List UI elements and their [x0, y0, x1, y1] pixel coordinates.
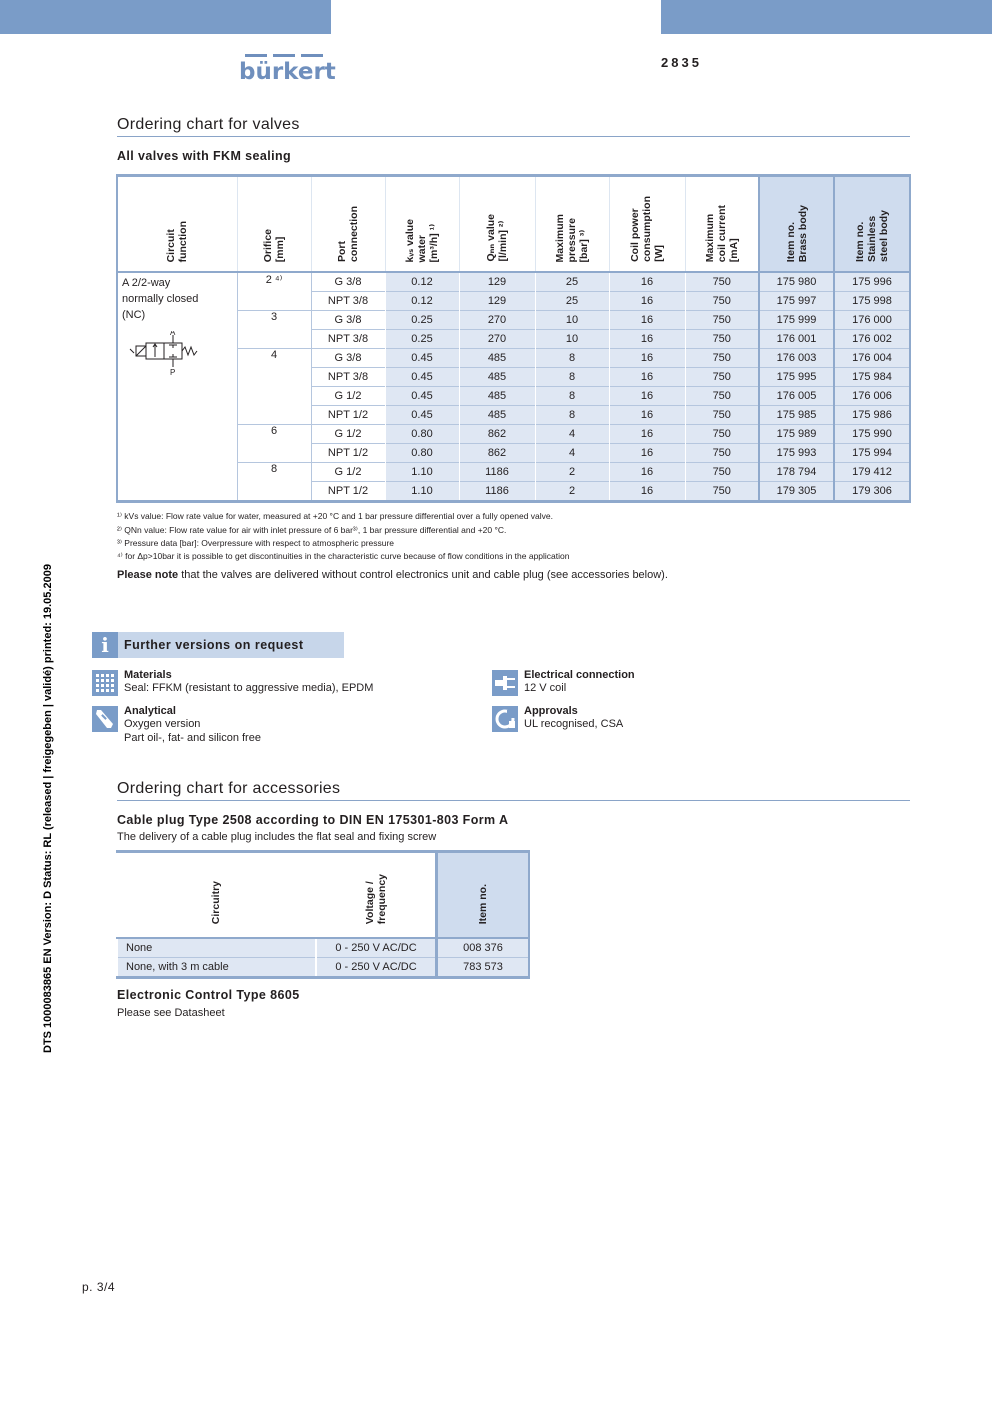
further-versions-label: Further versions on request — [124, 638, 304, 652]
note-bold: Please note — [117, 569, 179, 581]
electronic-control-description: Please see Datasheet — [117, 1007, 225, 1019]
table-cell: 175 998 — [834, 292, 910, 311]
table-cell: NPT 1/2 — [311, 444, 385, 463]
footnote: ⁴⁾ for Δp>10bar it is possible to get discontinuities in the characteristic curve because of flow conditions in the application — [117, 551, 570, 561]
table-cell: 1.10 — [385, 482, 459, 502]
table-cell: 0.45 — [385, 349, 459, 368]
column-header: Circuitry — [117, 852, 316, 939]
table-cell: NPT 1/2 — [311, 406, 385, 425]
table-cell: 750 — [685, 425, 759, 444]
table-cell: 16 — [609, 330, 685, 349]
analytical-title: Analytical — [124, 705, 176, 717]
logo-bar — [273, 54, 295, 57]
valve-circuit-symbol — [122, 331, 202, 377]
electrical-connection-text: 12 V coil — [524, 682, 567, 694]
table-cell: 16 — [609, 368, 685, 387]
burkert-logo — [239, 54, 336, 85]
table-cell: 0 - 250 V AC/DC — [316, 958, 437, 978]
table-cell: 175 989 — [759, 425, 834, 444]
column-header: kᵥₛ value water [m³/h] ¹⁾ — [385, 176, 459, 273]
table-header-row — [117, 852, 529, 939]
table-cell: 175 997 — [759, 292, 834, 311]
table-cell: 176 004 — [834, 349, 910, 368]
table-cell: 0.12 — [385, 292, 459, 311]
materials-text: Seal: FFKM (resistant to aggressive media), EPDM — [124, 682, 374, 694]
table-cell: 176 000 — [834, 311, 910, 330]
orifice-cell: 8 — [237, 463, 311, 502]
table-cell: NPT 3/8 — [311, 292, 385, 311]
symbol-label-p: P — [170, 368, 176, 377]
table-cell: 16 — [609, 349, 685, 368]
table-cell: 750 — [685, 444, 759, 463]
table-cell: 1.10 — [385, 463, 459, 482]
logo-bar — [245, 54, 267, 57]
table-cell: G 3/8 — [311, 349, 385, 368]
table-cell: None, with 3 m cable — [117, 958, 316, 978]
table-cell: 179 412 — [834, 463, 910, 482]
column-header: Voltage / frequency — [316, 852, 437, 939]
table-cell: 176 005 — [759, 387, 834, 406]
table-cell: 1186 — [459, 482, 535, 502]
table-cell: 175 995 — [759, 368, 834, 387]
table-cell: 16 — [609, 387, 685, 406]
table-cell: 175 999 — [759, 311, 834, 330]
orifice-cell: 4 — [237, 349, 311, 425]
table-cell: 0.80 — [385, 444, 459, 463]
table-cell: 750 — [685, 330, 759, 349]
delivery-note — [117, 569, 668, 581]
circuit-function-line: A 2/2-way — [122, 277, 171, 289]
table-cell: 0.12 — [385, 272, 459, 292]
section-rule — [117, 136, 910, 137]
column-header: Item no. Stainless steel body — [834, 176, 910, 273]
circuit-function-cell — [117, 272, 237, 502]
column-header: Maximum pressure [bar] ³⁾ — [535, 176, 609, 273]
column-header: Circuit function — [117, 176, 237, 273]
table-cell: 10 — [535, 311, 609, 330]
table-cell: 129 — [459, 292, 535, 311]
table-cell: NPT 3/8 — [311, 330, 385, 349]
electrical-connection-title: Electrical connection — [524, 669, 635, 681]
table-cell: 485 — [459, 349, 535, 368]
table-cell: 16 — [609, 406, 685, 425]
table-cell: 16 — [609, 425, 685, 444]
table-cell: 176 006 — [834, 387, 910, 406]
table-cell: 270 — [459, 311, 535, 330]
table-cell: 750 — [685, 406, 759, 425]
materials-icon — [92, 670, 118, 696]
table-cell: 179 306 — [834, 482, 910, 502]
page-number: p. 3/4 — [82, 1280, 116, 1294]
table-cell: 750 — [685, 311, 759, 330]
table-cell: 008 376 — [437, 938, 529, 958]
column-header: Qₙₙ value [l/min] ²⁾ — [459, 176, 535, 273]
table-row — [117, 958, 529, 978]
table-cell: 1186 — [459, 463, 535, 482]
table-cell: 485 — [459, 387, 535, 406]
table-cell: 0.45 — [385, 406, 459, 425]
table-cell: 175 986 — [834, 406, 910, 425]
table-cell: 25 — [535, 272, 609, 292]
table-cell: 16 — [609, 444, 685, 463]
table-cell: 750 — [685, 482, 759, 502]
column-header: Maximum coil current [mA] — [685, 176, 759, 273]
table-cell: 2 — [535, 463, 609, 482]
footnote: ³⁾ Pressure data [bar]: Overpressure with respect to atmospheric pressure — [117, 538, 395, 548]
analytical-text: Oxygen version — [124, 718, 201, 730]
table-cell: 750 — [685, 368, 759, 387]
column-header: Orifice [mm] — [237, 176, 311, 273]
table-cell: 783 573 — [437, 958, 529, 978]
orifice-cell: 6 — [237, 425, 311, 463]
cable-plug-description: The delivery of a cable plug includes the flat seal and fixing screw — [117, 831, 437, 843]
further-versions-banner — [92, 632, 344, 658]
table-cell: 750 — [685, 292, 759, 311]
table-cell: G 3/8 — [311, 311, 385, 330]
note-text: that the valves are delivered without control electronics unit and cable plug (see accessories below). — [178, 569, 668, 581]
table-cell: 8 — [535, 387, 609, 406]
table-cell: 485 — [459, 368, 535, 387]
table-cell: NPT 3/8 — [311, 368, 385, 387]
circuit-function-line: normally closed — [122, 293, 199, 305]
table-cell: 175 996 — [834, 272, 910, 292]
column-header: Item no. Brass body — [759, 176, 834, 273]
valves-subtitle: All valves with FKM sealing — [117, 149, 292, 163]
table-cell: G 1/2 — [311, 463, 385, 482]
approvals-icon — [492, 706, 518, 732]
table-cell: 8 — [535, 368, 609, 387]
electronic-control-title: Electronic Control Type 8605 — [117, 988, 300, 1002]
table-cell: G 3/8 — [311, 272, 385, 292]
type-number: 2835 — [661, 55, 702, 70]
table-cell: 0 - 250 V AC/DC — [316, 938, 437, 958]
materials-title: Materials — [124, 669, 172, 681]
table-cell: 4 — [535, 425, 609, 444]
table-cell: 16 — [609, 463, 685, 482]
table-cell: 750 — [685, 463, 759, 482]
table-cell: 176 001 — [759, 330, 834, 349]
section-rule — [117, 800, 910, 801]
footnote: ¹⁾ kVs value: Flow rate value for water, measured at +20 °C and 1 bar pressure differential over a fully opened valve. — [117, 511, 553, 521]
table-cell: 25 — [535, 292, 609, 311]
table-cell: 0.25 — [385, 311, 459, 330]
table-cell: 176 002 — [834, 330, 910, 349]
top-color-bar-right — [661, 0, 992, 34]
table-cell: 0.80 — [385, 425, 459, 444]
symbol-label-a: A — [170, 331, 176, 337]
footnote: ²⁾ QNn value: Flow rate value for air with inlet pressure of 6 bar³⁾, 1 bar pressure differential and +20 °C. — [117, 525, 507, 535]
approvals-title: Approvals — [524, 705, 578, 717]
table-cell: None — [117, 938, 316, 958]
table-cell: 4 — [535, 444, 609, 463]
table-row — [117, 272, 910, 292]
table-cell: 270 — [459, 330, 535, 349]
table-cell: 8 — [535, 406, 609, 425]
table-cell: 175 994 — [834, 444, 910, 463]
column-header: Item no. — [437, 852, 529, 939]
table-cell: 175 980 — [759, 272, 834, 292]
table-cell: 16 — [609, 311, 685, 330]
table-row — [117, 938, 529, 958]
brand-name: bürkert — [239, 59, 336, 85]
document-status-side-text: DTS 1000083865 EN Version: D Status: RL (released | freigegeben | validé) printed: 19.05.2009 — [42, 564, 54, 1053]
analytical-text: Part oil-, fat- and silicon free — [124, 732, 261, 744]
table-cell: 750 — [685, 349, 759, 368]
valves-section-title: Ordering chart for valves — [117, 116, 300, 133]
table-cell: NPT 1/2 — [311, 482, 385, 502]
table-cell: 750 — [685, 387, 759, 406]
column-header: Port connection — [311, 176, 385, 273]
cable-plug-title: Cable plug Type 2508 according to DIN EN 175301-803 Form A — [117, 813, 509, 827]
column-header: Coil power consumption [W] — [609, 176, 685, 273]
table-cell: 16 — [609, 292, 685, 311]
table-cell: 175 985 — [759, 406, 834, 425]
table-cell: 175 993 — [759, 444, 834, 463]
table-header-row — [117, 176, 910, 273]
table-cell: 0.45 — [385, 368, 459, 387]
table-cell: 750 — [685, 272, 759, 292]
approvals-text: UL recognised, CSA — [524, 718, 624, 730]
table-cell: 0.45 — [385, 387, 459, 406]
table-cell: 175 990 — [834, 425, 910, 444]
table-cell: 175 984 — [834, 368, 910, 387]
analytical-icon — [92, 706, 118, 732]
table-cell: 8 — [535, 349, 609, 368]
table-cell: 16 — [609, 272, 685, 292]
accessories-table — [116, 850, 530, 979]
info-icon: i — [92, 632, 118, 658]
table-cell: 179 305 — [759, 482, 834, 502]
table-cell: 485 — [459, 406, 535, 425]
accessories-section-title: Ordering chart for accessories — [117, 780, 341, 797]
orifice-cell: 2 ⁴⁾ — [237, 272, 311, 311]
orifice-cell: 3 — [237, 311, 311, 349]
table-cell: 862 — [459, 444, 535, 463]
table-cell: 0.25 — [385, 330, 459, 349]
electrical-connection-icon — [492, 670, 518, 696]
table-cell: 10 — [535, 330, 609, 349]
logo-bar — [301, 54, 323, 57]
table-cell: G 1/2 — [311, 387, 385, 406]
table-cell: 862 — [459, 425, 535, 444]
table-cell: 178 794 — [759, 463, 834, 482]
top-color-bar-left — [0, 0, 331, 34]
table-cell: 16 — [609, 482, 685, 502]
table-cell: 129 — [459, 272, 535, 292]
table-cell: G 1/2 — [311, 425, 385, 444]
circuit-function-line: (NC) — [122, 309, 146, 321]
valve-ordering-table — [116, 174, 911, 503]
table-cell: 176 003 — [759, 349, 834, 368]
table-cell: 2 — [535, 482, 609, 502]
